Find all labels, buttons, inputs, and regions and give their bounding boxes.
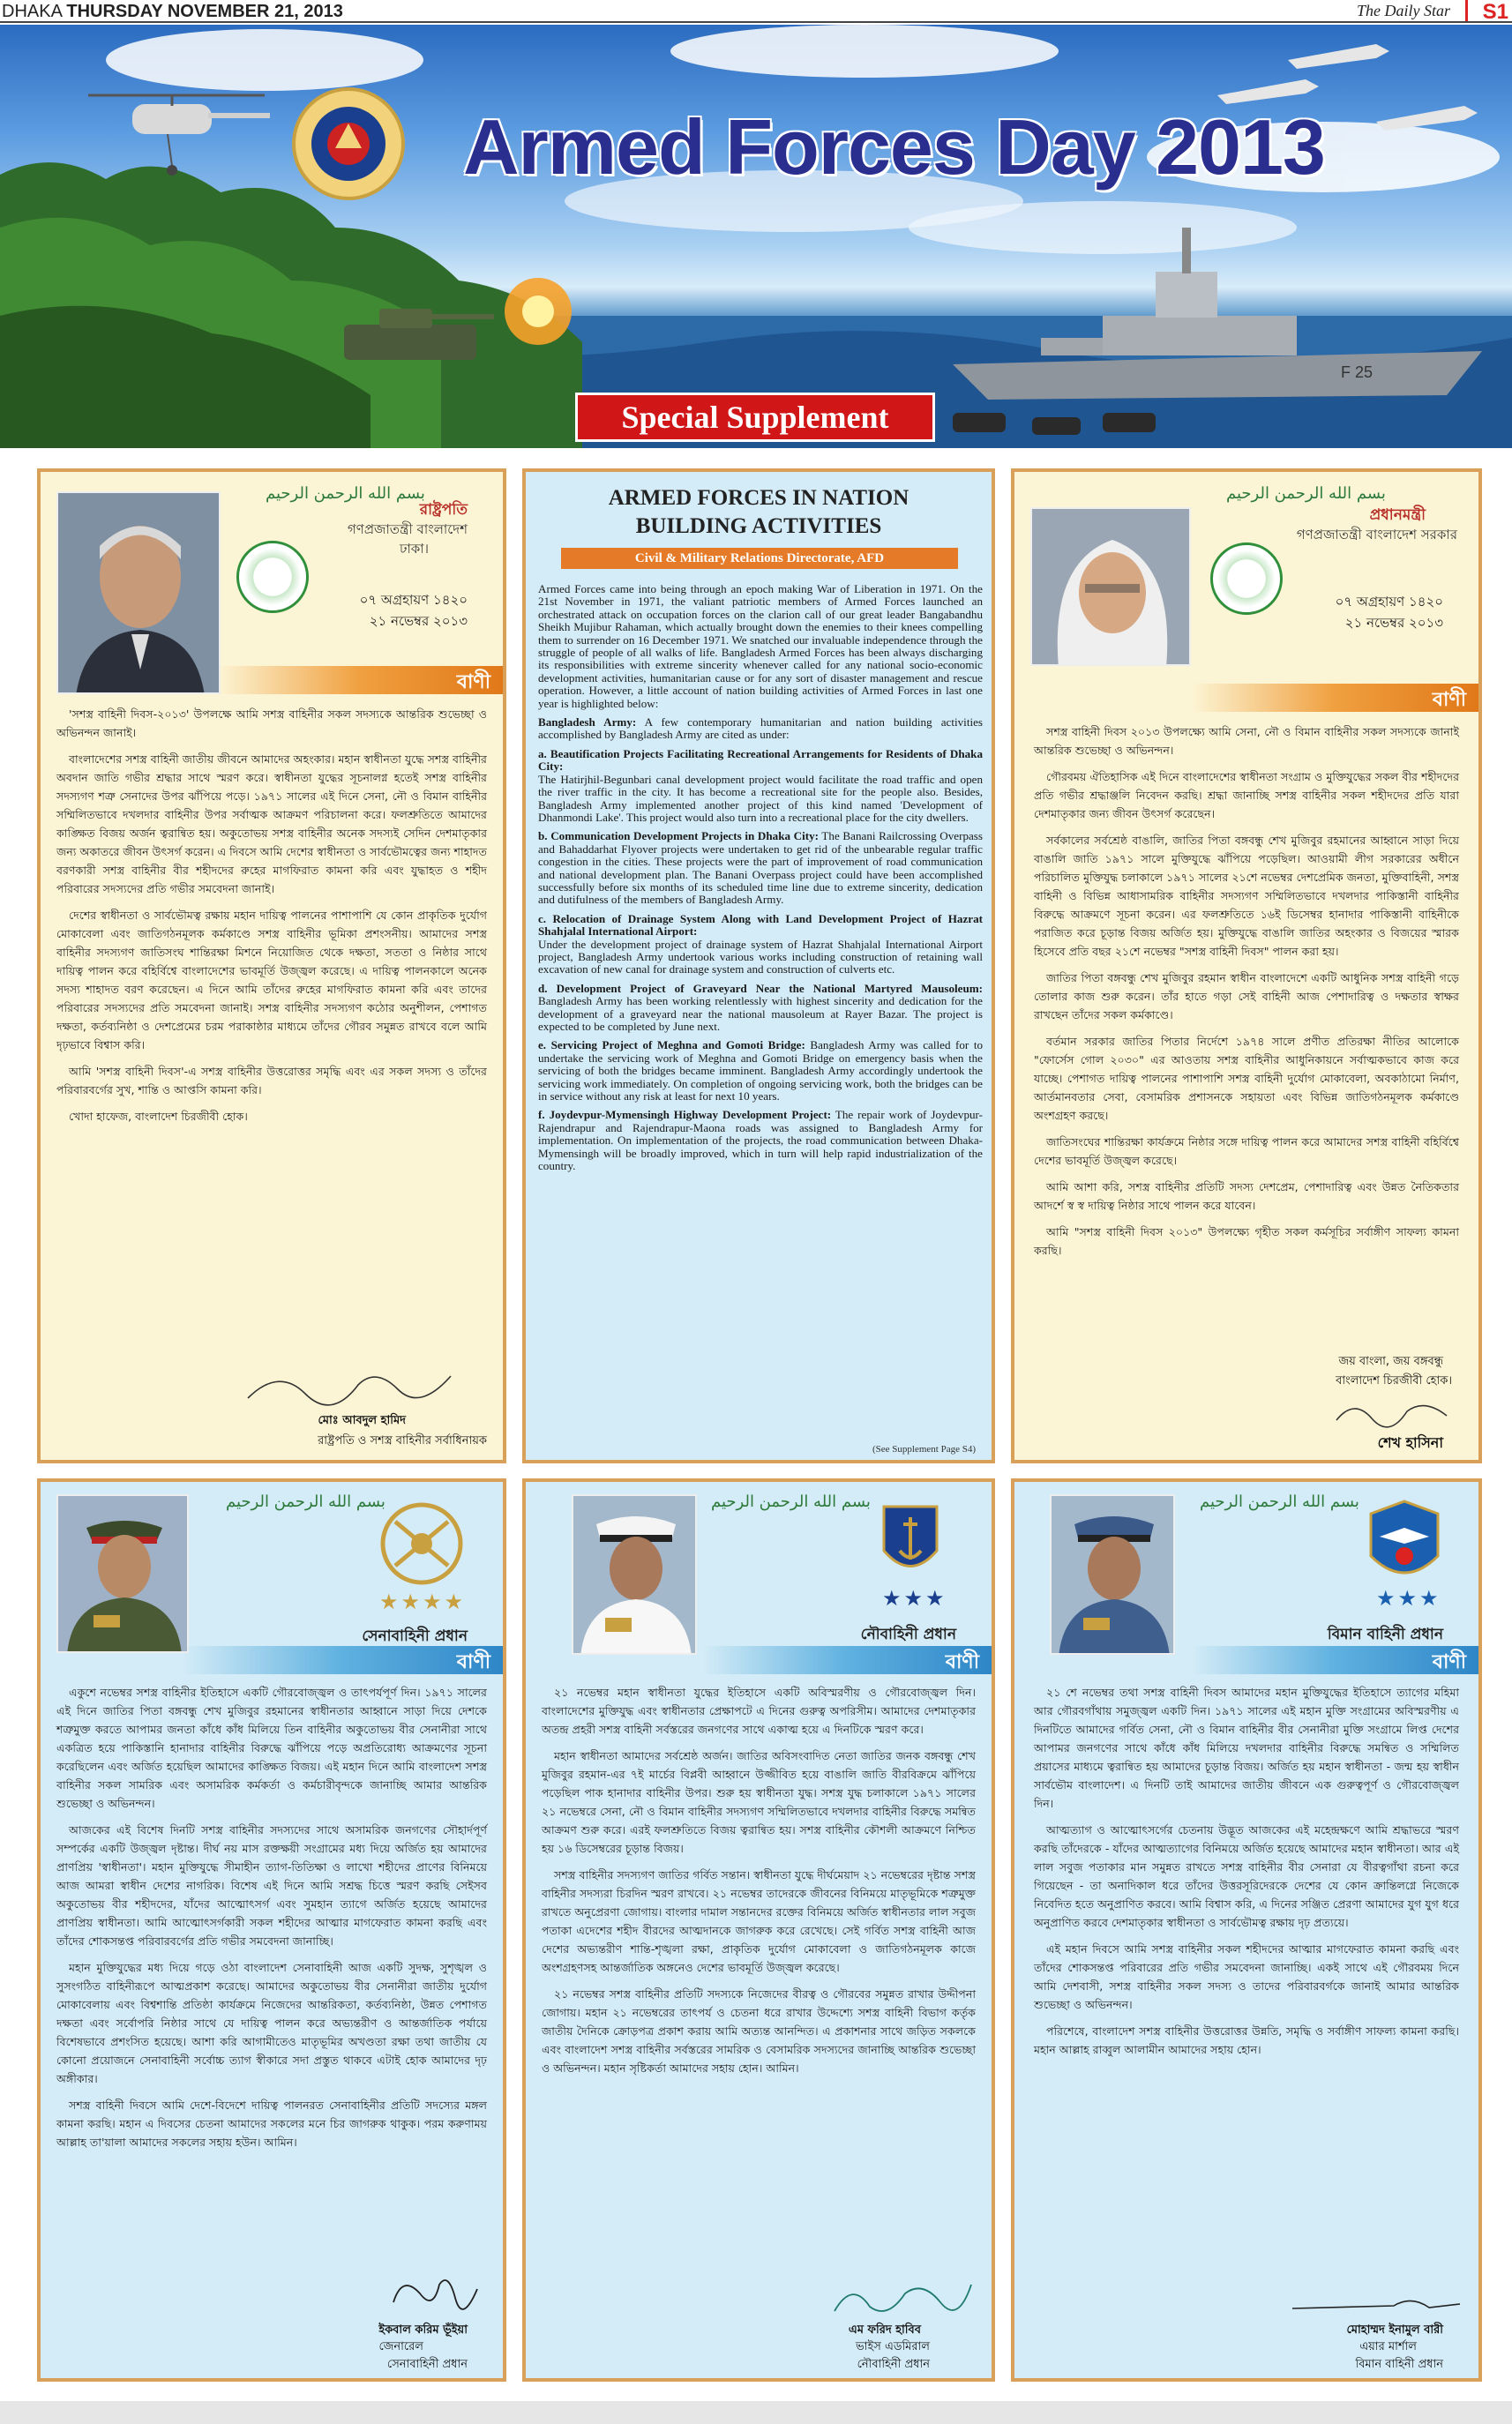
article-section-army [538,716,983,742]
message-paragraph: আজকের এই বিশেষ দিনটি সশস্ত্র বাহিনীর সদস্যদের সাথে অসামরিক জনগণের সৌহার্দপূর্ণ সম্পর্কের একটি উজ্জ্বল দৃষ্টান্ত। দীর্ঘ নয় মাস রক্তক্ষয়ী সংগ্রামের মধ্য দিয়ে অর্জিত হয় আমাদের প্রাণপ্রিয় 'স্বাধীনতা'। মহান মুক্তিযুদ্ধে সীমাহীন ত্যাগ-তিতিক্ষা ও লাখো শহীদের প্রাণের বিনিময়ে আজ আমরা স্বাধীন দেশের নাগরিক। বিশেষ এই দিনে আমি সশ্রদ্ধ চিত্তে স্মরণ করছি সেইসব অকুতোভয় বীর শহীদদের, যাঁদের আত্মোৎসর্গ এবং সুমহান ত্যাগে অর্জিত হয়েছে আমাদের প্রাণপ্রিয় স্বাধীনতা। আমি আত্মোৎসর্গকারী সকল শহীদের আত্মার মাগফেরাত কামনা করছি এবং তাঁদের শোকসন্তপ্ত পরিবারবর্গের প্রতি গভীর সমবেদনা জানাচ্ছি। [56,1823,487,1948]
air-force-emblem [1360,1494,1448,1591]
air-chief-sign-name: মোহাম্মদ ইনামুল বারী [1346,2323,1443,2337]
basmala: بسم الله الرحمن الرحيم [1200,1493,1359,1511]
article-section-f [538,1109,983,1172]
message-paragraph: মহান মুক্তিযুদ্ধের মধ্য দিয়ে গড়ে ওঠা বাংলাদেশ সেনাবাহিনী আজ একটি সুদক্ষ, সুশৃঙ্খল ও সুসংগঠিত বাহিনীরূপে আত্মপ্রকাশ করেছে। আমাদের অকুতোভয় বীর সেনানীরা জাতীয় দুর্যোগ মোকাবেলায় এবং বিশ্বশান্তি প্রতিষ্ঠা কার্যক্রমে নিজেদের আন্তরিকতা, কর্তব্যনিষ্ঠা, উন্নত পেশাগত দক্ষতা এবং সর্বোপরি নিষ্ঠার সাথে যে দায়িত্ব পালন করে অভ্যন্তরীণ ও আন্তর্জাতিক পর্যায়ে বিশেষভাবে প্রশংসিত হয়েছে। আশা করি আগামীতেও মাতৃভূমির অখণ্ডতা রক্ষা তথা জাতীয় যে কোনো প্রয়োজনে সেনাবাহিনী সর্বোচ্চ ত্যাগ স্বীকারে সদা প্রস্তুত থাকবে এটাই হোক আমাদের দৃঢ় অঙ্গীকার। [56,1961,487,2085]
pm-closing-1: জয় বাংলা, জয় বঙ্গবন্ধু [1338,1355,1443,1368]
see-more-note: (See Supplement Page S4) [872,1444,976,1455]
section-heading: c. Relocation of Drainage System Along with Land Development Project of Hazrat Shahjalal International Airport: [538,911,983,939]
masthead-dateline [2,2,343,22]
section-text: Bangladesh Army has been working relentlessly with highest sincerity and dedication for the development of a graveyard near the national mausoleum at Rayer Bazar. The project is expected to be completed by June next. [538,994,983,1033]
air-chief-signature [1288,2286,1464,2322]
navy-chief-photo [572,1494,697,1655]
masthead-divider [1465,0,1468,21]
armed-forces-emblem [294,89,403,198]
bangladesh-govt-seal [1210,542,1283,615]
message-paragraph: বর্তমান সরকার জাতির পিতার নির্দেশে ১৯৭৪ সালে প্রণীত প্রতিরক্ষা নীতির আলোকে "ফোর্সেস গোল ২০৩০" এর আওতায় সশস্ত্র বাহিনীর আধুনিকায়নে সর্বাত্মকভাবে কাজ করে যাচ্ছে। পেশাগত দায়িত্ব পালনের পাশাপাশি সশস্ত্র বাহিনী দুর্যোগ মোকাবেলা, অবকাঠামো নির্মাণ, আর্তমানবতার সেবা, বেসামরিক প্রশাসনকে সহায়তা এবং বিভিন্ন জাতিগঠনমূলক কর্মকাণ্ডে অংশগ্রহণ করছে। [1034,1035,1459,1122]
message-paragraph: দেশের স্বাধীনতা ও সার্বভৌমত্ব রক্ষায় মহান দায়িত্ব পালনের পাশাপাশি যে কোন প্রাকৃতিক দুর্যোগ মোকাবেলা এবং জাতিগঠনমূলক কর্মকাণ্ডে সশস্ত্র বাহিনীর ভূমিকা প্রশংসনীয়। আমাদের সশস্ত্র বাহিনীর সদস্যগণ জাতিসংঘ শান্তিরক্ষা মিশনে নিয়োজিত থেকে দক্ষতা, সততা ও নিষ্ঠার সাথে দায়িত্ব পালন করে বহির্বিশ্বে বাংলাদেশের ভাবমূর্তি উজ্জ্বল করেছে। এ দায়িত্ব পালনকালে অনেক সদস্য শাহাদত বরণ করেছেন। এ দিনে আমি তাঁদের রুহের মাগফিরাত কামনা করি এবং তাদের পরিবারের সদস্যদের প্রতি সমবেদনা জানাই। সশস্ত্র বাহিনীর সদস্যগণ কঠোর অনুশীলন, পেশাগত দক্ষতা, কর্তব্যনিষ্ঠা ও দেশপ্রেমের চরম পরাকাষ্ঠার মাধ্যমে তাঁদের গৌরব সমুন্নত রাখবে বলে আমি দৃঢ়ভাবে বিশ্বাস করি। [56,909,487,1051]
nation-building-article-panel [522,468,995,1463]
navy-emblem [875,1498,946,1586]
president-signature [243,1358,455,1411]
message-paragraph: একুশে নভেম্বর সশস্ত্র বাহিনীর ইতিহাসে একটি গৌরবোজ্জ্বল ও তাৎপর্যপূর্ণ দিন। ১৯৭১ সালের এই দিনে জাতির পিতা বঙ্গবন্ধু শেখ মুজিবুর রহমানের স্বাধীনতার আহ্বানে সাড়া দিয়ে দেশকে শত্রুমুক্ত করতে আপামর জনতা কাঁধে কাঁধ মিলিয়ে তিন বাহিনীর অকুতোভয় বীর সেনানীরা সাথে একত্রিত হয়ে পাকিস্তানি হানাদার বাহিনীর বিরুদ্ধে ঝাঁপিয়ে পড়ে অপ্রতিরোধ্য আক্রমণের সূচনা করেছিলেন এবং অর্জিত হয়েছিল আমাদের কাঙ্ক্ষিত বিজয়। এই মহান দিনে আমি বাংলাদেশ সশস্ত্র বাহিনীর সকল সামরিক এবং অসামরিক কর্মকর্তা ও কর্মচারীবৃন্দকে জানাচ্ছি আমার আন্তরিক শুভেচ্ছা ও অভিনন্দন। [56,1686,487,1810]
basmala: بسم الله الرحمن الرحيم [226,1493,385,1511]
navy-chief-sign-rank: ভাইস এডমিরাল [856,2340,930,2353]
message-paragraph: খোদা হাফেজ, বাংলাদেশ চিরজীবী হোক। [69,1110,248,1123]
president-message-body [56,705,487,1133]
message-paragraph: ২১ নভেম্বর মহান স্বাধীনতা যুদ্ধের ইতিহাসে একটি অবিস্মরণীয় ও গৌরবোজ্জ্বল দিন। বাংলাদেশের মুক্তিযুদ্ধ এবং স্বাধীনতার প্রেক্ষাপটে এ দিনের গুরুত্ব অপরিসীম। আমাদের দেশমাতৃকার অতন্দ্র প্রহরী সশস্ত্র বাহিনী সর্বস্তরের জনগণের সাথে একাত্ম হয়ে এ দিনটিকে স্মরণ করে। [542,1686,976,1736]
pm-sign-name: শেখ হাসিনা [1377,1434,1443,1451]
masthead-date: THURSDAY NOVEMBER 21, 2013 [66,2,343,21]
president-date-bangla: ০৭ অগ্রহায়ণ ১৪২০ [359,592,468,608]
pm-date-bangla: ০৭ অগ্রহায়ণ ১৪২০ [1335,594,1443,610]
navy-rank-stars: ★★★ [882,1586,947,1611]
navy-chief-message-body [542,1683,976,2085]
president-office-gov: গণপ্রজাতন্ত্রী বাংলাদেশ [347,521,468,537]
president-sign-title: রাষ্ট্রপতি ও সশস্ত্র বাহিনীর সর্বাধিনায়ক [318,1434,487,1448]
special-supplement-tag: Special Supplement [575,393,935,442]
army-chief-sign-title: সেনাবাহিনী প্রধান [386,2358,468,2371]
message-paragraph: সর্বকালের সর্বশ্রেষ্ঠ বাঙালি, জাতির পিতা বঙ্গবন্ধু শেখ মুজিবুর রহমানের আহ্বানে সাড়া দিয়ে বাঙালি জাতি ১৯৭১ সালে মুক্তিযুদ্ধে ঝাঁপিয়ে পড়েছিল। আওয়ামী লীগ সরকারের অধীনে পরিচালিত মুক্তিযুদ্ধ চলাকালে ১৯৭১ সালের ২১শে নভেম্বর দেশপ্রেমিক জনতা, মুক্তিবাহিনী, সশস্ত্র বাহিনী ও বিভিন্ন আধাসামরিক বাহিনীর সদস্যগণ সম্মিলিতভাবে দখলদার পাকিস্তানী বাহিনীর বিরুদ্ধে আক্রমণে সূচনা করেন। এর ফলশ্রুতিতে ১৬ই ডিসেম্বর হানাদার পাকিস্তানী বাহিনীকে পরাজিত করে চূড়ান্ত বিজয় অর্জিত হয়। মুক্তিযুদ্ধে বাঙালি জাতির অহংকার ও বিজয়ের স্মারক হিসেবে প্রতি বছর ২১শে নভেম্বর "সশস্ত্র বাহিনী দিবস" পালন করা হয়। [1034,834,1459,958]
masthead [0,0,1512,23]
army-chief-photo [56,1494,189,1653]
message-paragraph: সশস্ত্র বাহিনী দিবসে আমি দেশে-বিদেশে দায়িত্ব পালনরত সেনাবাহিনীর প্রতিটি সদস্যের মঙ্গল কামনা করছি। মহান এ দিবসের চেতনা আমাদের সকলের মনে চির জাগরুক থাকুক। পরম করুণাময় আল্লাহ তা'য়ালা আমাদের সকলের সহায় হউন। আমিন। [56,2099,487,2149]
message-paragraph: আমি "সশস্ত্র বাহিনী দিবস ২০১৩" উপলক্ষ্যে গৃহীত সকল কর্মসূচির সর্বাঙ্গীণ সাফল্য কামনা করছি। [1034,1225,1459,1257]
section-text: A few contemporary humanitarian and nation building activities accomplished by Bangladesh Army are cited as under: [538,715,983,742]
message-paragraph: সশস্ত্র বাহিনীর সদস্যগণ জাতির গর্বিত সন্তান। স্বাধীনতা যুদ্ধে দীর্ঘমেয়াদ ২১ নভেম্বরের দৃষ্টান্ত সশস্ত্র বাহিনীর সদস্যরা চিরদিন স্মরণ রাখবে। ২১ নভেম্বর তাদেরকে জীবনের বিনিময়ে মাতৃভূমিকে শত্রুমুক্ত রাখতে অনুপ্রেরণা জোগায়। বাংলার দামাল সন্তানদের রক্তের বিনিময়ে অর্জিত স্বাধীনতার লাল সবুজ পতাকা এদেশের শহীদ বীরদের আত্মদানকে জাগরুক করে রেখেছে। সেই গর্বিত সশস্ত্র বাহিনী আজ দেশের অভ্যন্তরীণ শান্তি-শৃঙ্খলা রক্ষা, প্রাকৃতিক দুর্যোগ মোকাবেলা ও জাতিগঠনমূলক কাজে অংশগ্রহণসহ আন্তর্জাতিক অঙ্গনেও দেশের ভাবমূর্তি উজ্জ্বল করেছে। [542,1868,976,1974]
article-title-line1: ARMED FORCES IN NATION [608,486,909,510]
pm-office-gov: গণপ্রজাতন্ত্রী বাংলাদেশ সরকার [1296,527,1457,542]
helicopter [88,95,270,176]
air-chief-sign-title: বিমান বাহিনী প্রধান [1355,2358,1443,2371]
section-text: The Hatirjhil-Begunbari canal development project would facilitate the road traffic and open the river traffic in the city. It has become a recreational site for the people also. Besides, Bangladesh Army implemented another project of this kind named 'Development of Dhanmondi Lake'. This project would also turn into a recreational place for the city dwellers. [538,772,983,824]
army-emblem [369,1500,475,1588]
pm-message-body [1034,722,1459,1268]
section-heading: d. Development Project of Graveyard Near the National Martyred Mausoleum: [538,981,983,995]
section-heading: b. Communication Development Projects in Dhaka City: [538,829,820,843]
page-number: S1 [1482,0,1508,24]
article-title-line2: BUILDING ACTIVITIES [635,514,882,538]
masthead-city: DHAKA [2,2,62,21]
message-paragraph: জাতির পিতা বঙ্গবন্ধু শেখ মুজিবুর রহমান স্বাধীন বাংলাদেশে একটি আধুনিক সশস্ত্র বাহিনী গড়ে তোলার কাজ শুরু করেন। তাঁর হাতে গড়া সেই বাহিনী আজ পেশাদারিত্ব ও দক্ষতার স্বাক্ষর রাখছেন তাঁদের সকল কর্মকাণ্ডে। [1034,971,1459,1021]
section-text: Bangladesh Army was called for to undertake the servicing work of Meghna and Gomoti Bridge on emergency basis when the servicing of both the bridges became imminent. Bangladesh Army accordingly undertook the servicing work immediately. On completion of ongoing servicing work, both the bridges can be in service without any risk at least for next 10 years. [538,1038,984,1104]
section-heading: e. Servicing Project of Meghna and Gomoti Bridge: [538,1038,805,1052]
army-rank-stars: ★★★★ [379,1590,467,1614]
president-date-english: ২১ নভেম্বর ২০১৩ [369,613,468,629]
banner-artwork [0,25,1512,448]
air-chief-sign-rank: এয়ার মার্শাল [1359,2340,1417,2353]
article-intro: Armed Forces came into being through an epoch making War of Liberation in 1971. On the 21st November in 1971, the valiant patriotic members of Armed Forces launched an orchestrated attack on occupation forces on the clarion call of our great leader Bangabandhu Sheikh Mujibur Rahaman, which actually brought down the enemies to their knees compelling them to surrender on 16 December 1971. We snatched our invaluable independence through the struggle of people of all walks of life. Bangladesh Armed Forces has been always discharging its responsibilities with extreme sincerity whenever called for any national socio-economic development activities, humanitarian cause or for any sort of disaster management and rescue operation. However, a little account of nation building activities of Armed Forces in last one year is highlighted below: [538,582,983,710]
bani-label: বাণী [1432,1651,1466,1673]
basmala: بسم الله الرحمن الرحيم [266,484,425,503]
article-section-e [538,1039,983,1103]
newspaper-name: The Daily Star [1357,2,1450,19]
bani-label-bar [1191,1646,1478,1674]
president-office-title: রাষ্ট্রপতি [419,501,468,519]
bani-label: বাণী [945,1651,979,1673]
section-heading: a. Beautification Projects Facilitating Recreational Arrangements for Residents of Dhaka City: [538,746,983,774]
bani-label-bar [217,666,503,694]
message-paragraph: সশস্ত্র বাহিনী দিবস ২০১৩ উপলক্ষ্যে আমি সেনা, নৌ ও বিমান বাহিনীর সকল সদস্যকে জানাই আন্তরিক শুভেচ্ছা ও অভিনন্দন। [1034,725,1459,757]
section-text: Under the development project of drainage system of Hazrat Shahjalal International Airport project, Bangladesh Army undertook various works including construction of retaining wall excavation of new canal for drainage system and construction of culverts etc. [538,937,983,976]
section-text: The repair work of Joydevpur-Rajendrapur and Rajendrapur-Maona roads was assigned to Bangladesh Army for implementation. On implementation of the projects, the road communication between Dhaka-Mymensingh will be broadly improved, which in turn will help rapid industrialization of the country. [538,1108,983,1173]
article-section-a [538,748,983,824]
section-heading: Bangladesh Army: [538,715,637,729]
message-paragraph: গৌরবময় ঐতিহাসিক এই দিনে বাংলাদেশের স্বাধীনতা সংগ্রাম ও মুক্তিযুদ্ধের সকল বীর শহীদদের প্রতি গভীর শ্রদ্ধাঞ্জলি নিবেদন করছি। শ্রদ্ধা জানাচ্ছি সশস্ত্র বাহিনীর সকল শহীদদের প্রতি যারা দেশমাতৃকার জন্য জীবন উৎসর্গ করেছেন। [1034,770,1459,820]
pm-signature [1332,1394,1456,1429]
message-paragraph: জাতিসংঘের শান্তিরক্ষা কার্যক্রমে নিষ্ঠার সঙ্গে দায়িত্ব পালন করে আমাদের সশস্ত্র বাহিনী বহির্বিশ্বে দেশের ভাবমূর্তি উজ্জ্বল করেছে। [1034,1135,1459,1167]
army-chief-signature [385,2267,482,2316]
ship-marking: F 25 [1341,363,1374,381]
banner [0,25,1512,448]
bani-label-bar [1191,684,1478,712]
tank [344,325,476,360]
banner-title: Armed Forces Day 2013 [463,103,1325,191]
president-sign-name: মোঃ আবদুল হামিদ [318,1414,406,1427]
message-paragraph: ২১ নভেম্বর সশস্ত্র বাহিনীর প্রতিটি সদস্যকে নিজেদের বীরত্ব ও গৌরবের সমুন্নত রাখার উদ্দীপনা জোগায়। মহান ২১ নভেম্বরের তাৎপর্য ও চেতনা ধরে রাখার উদ্দেশ্যে সশস্ত্র বাহিনী বিভাগ কর্তৃক জাতীয় দৈনিকে ক্রোড়পত্র প্রকাশ করায় আমি অত্যন্ত আনন্দিত। এ প্রকাশনার সাথে জড়িত সকলকে এবং বাংলাদেশ সশস্ত্র বাহিনীর সর্বস্তরের সামরিক ও বেসামরিক সদস্যদের জানাচ্ছি আন্তরিক শুভেচ্ছা ও অভিনন্দন। মহান সৃষ্টিকর্তা আমাদের সহায় হোন। আমিন। [542,1987,976,2075]
army-chief-sign-rank: জেনারেল [378,2340,423,2353]
message-paragraph: 'সশস্ত্র বাহিনী দিবস-২০১৩' উপলক্ষে আমি সশস্ত্র বাহিনীর সকল সদস্যকে আন্তরিক শুভেচ্ছা ও অভিনন্দন জানাই। [56,707,487,739]
president-office-place: ঢাকা। [399,541,429,557]
message-paragraph: মহান স্বাধীনতা আমাদের সর্বশ্রেষ্ঠ অর্জন। জাতির অবিসংবাদিত নেতা জাতির জনক বঙ্গবন্ধু শেখ মুজিবুর রহমান-এর ৭ই মার্চের বিপ্লবী আহ্বানে উজ্জীবিত হয়ে বাঙালি জাতি বীরবিক্রমে ঝাঁপিয়ে পড়েছিল পাক হানাদার বাহিনীর উপর। শুরু হয় স্বাধীনতা যুদ্ধ। সশস্ত্র যুদ্ধ চলাকালে ১৯৭১ সালের ২১ নভেম্বরে সেনা, নৌ ও বিমান বাহিনীর সদস্যগণ সম্মিলিতভাবে দখলদার বাহিনীর বিরুদ্ধে সমন্বিত আক্রমণ শুরু করে। এরই ফলশ্রুতিতে বিজয় ত্বরান্বিত হয়। সশস্ত্র বাহিনীর কৌশলী আক্রমণে নিশ্চিত হয় ১৬ ডিসেম্বরের চূড়ান্ত বিজয়। [542,1749,976,1855]
article-section-c [538,913,983,976]
message-paragraph: এই মহান দিবসে আমি সশস্ত্র বাহিনীর সকল শহীদদের আত্মার মাগফেরাত কামনা করছি এবং তাঁদের শোকসন্তপ্ত পরিবারের প্রতি গভীর সমবেদনা জানাচ্ছি। একই সাথে এই গৌরবময় দিনে আমি দেশবাসী, সশস্ত্র বাহিনীর সকল সদস্য ও তাদের পরিবারবর্গকে জানাই আমার আন্তরিক শুভেচ্ছা ও অভিনন্দন। [1034,1942,1459,2011]
page-footer-bar [0,2401,1512,2424]
article-section-b [538,830,983,906]
pm-message-panel [1011,468,1482,1463]
army-chief-message-body [56,1683,487,2159]
navy-chief-sign-name: এম ফরিদ হাবিব [848,2323,921,2337]
navy-chief-sign-title: নৌবাহিনী প্রধান [857,2358,930,2371]
article-section-d [538,983,983,1034]
bani-label-bar [702,1646,992,1674]
bani-label: বাণী [456,671,490,693]
navy-chief-signature [826,2276,976,2325]
article-byline: Civil & Military Relations Directorate, AFD [561,548,958,569]
army-chief-message-panel [37,1478,506,2382]
air-rank-stars: ★★★ [1376,1586,1441,1611]
navy-chief-office-title: নৌবাহিনী প্রধান [860,1626,956,1643]
message-paragraph: বাংলাদেশের সশস্ত্র বাহিনী জাতীয় জীবনে আমাদের অহংকার। মহান স্বাধীনতা যুদ্ধে সশস্ত্র বাহিনীর অবদান জাতি গভীর শ্রদ্ধার সাথে স্মরণ করে। স্বাধীনতা যুদ্ধের সূচনালগ্ন হতেই সশস্ত্র বাহিনীর সদস্যগণ শত্রু সেনাদের উপর ঝাঁপিয়ে পড়ে। ১৯৭১ সালের এই দিনে সেনা, নৌ ও বিমান বাহিনীর সম্মিলিতভাবে দখলদার বাহিনীর উপর সর্বাত্মক আক্রমণ পরিচালনা করে। ফলশ্রুতিতে আমাদের কাঙ্ক্ষিত বিজয় অর্জন ত্বরান্বিত হয়। অকুতোভয় সশস্ত্র বাহিনীর অনেক সদস্যই সেদিন দেশমাতৃকার জন্য অকাতরে জীবন উৎসর্গ করেন। এ দিবসে আমি দেশের স্বাধীনতা ও সার্বভৌমত্বের জন্য শাহাদত বরণকারী সশস্ত্র বাহিনীর বীর শহীদদের রুহের মাগফিরাত কামনা করি এবং যুদ্ধাহত ও শহীদ পরিবারের সদস্যদের প্রতি গভীর সমবেদনা জানাই। [56,752,487,895]
air-chief-message-panel [1011,1478,1482,2382]
president-message-panel [37,468,506,1463]
warship [953,228,1482,400]
pm-office-title: প্রধানমন্ত্রী [1369,506,1426,524]
army-chief-sign-name: ইকবাল করিম ভূঁইয়া [378,2323,468,2337]
bani-label: বাণী [1432,689,1466,711]
pm-date-english: ২১ নভেম্বর ২০১৩ [1344,615,1443,631]
air-chief-message-body [1034,1683,1459,2067]
bani-label-bar [182,1646,503,1674]
air-chief-photo [1050,1494,1175,1655]
article-body [538,583,983,1178]
basmala: بسم الله الرحمن الرحيم [711,1493,871,1511]
air-chief-office-title: বিমান বাহিনী প্রধান [1327,1626,1443,1643]
message-paragraph: পরিশেষে, বাংলাদেশ সশস্ত্র বাহিনীর উত্তরোত্তর উন্নতি, সমৃদ্ধি ও সর্বাঙ্গীণ সাফল্য কামনা করছি। মহান আল্লাহ রাব্বুল আলামীন আমাদের সহায় হোন। [1034,2024,1459,2056]
message-paragraph: আমি আশা করি, সশস্ত্র বাহিনীর প্রতিটি সদস্য দেশপ্রেম, পেশাদারিত্ব এবং উন্নত নৈতিকতার আদর্শে স্ব স্ব দায়িত্ব নিষ্ঠার সাথে পালন করে যাবেন। [1034,1180,1459,1212]
basmala: بسم الله الرحمن الرحيم [1226,484,1386,503]
army-chief-office-title: সেনাবাহিনী প্রধান [362,1627,468,1645]
message-paragraph: আত্মত্যাগ ও আত্মোৎসর্গের চেতনায় উদ্ভূত আজকের এই মহেন্দ্রক্ষণে আমি শ্রদ্ধাভরে স্মরণ করছি তাঁদেরকে - যাঁদের আত্মত্যাগের বিনিময়ে অর্জিত হয়েছে আমাদের মহান স্বাধীনতা। আর এই লাল সবুজ পতাকার মান সমুন্নত রাখতে সশস্ত্র বাহিনীর বীর সেনারা যে বীরত্বগাঁথা রচনা করে গিয়েছেন - তা অনাদিকাল ধরে তাঁদের উত্তরসূরিদেরকে দেশের যে কোন ক্রান্তিলগ্নে নিজেকে নিবেদিত হতে অনুপ্রাণিত করবে। আমি বিশ্বাস করি, এ দিনের সঞ্জিত প্রেরণা আমাদের যুগ যুগ ধরে অনুপ্রাণিত করবে দেশমাতৃকার স্বাধীনতা ও সার্বভৌমত্ব রক্ষায় দৃঢ় প্রত্যয়ে। [1034,1823,1459,1929]
navy-chief-message-panel [522,1478,995,2382]
section-heading: f. Joydevpur-Mymensingh Highway Development Project: [538,1108,832,1122]
bani-label: বাণী [456,1651,490,1673]
pm-closing-2: বাংলাদেশ চিরজীবী হোক। [1336,1374,1452,1388]
message-paragraph: ২১ শে নভেম্বর তথা সশস্ত্র বাহিনী দিবস আমাদের মহান মুক্তিযুদ্ধের ইতিহাসে ত্যাগের মহিমা আর গৌরবগাঁথায় সমুজ্জ্বল একটি দিন। ১৯৭১ সালের এই মহান মুক্তি সংগ্রামের অবিস্মরণীয় এ দিনটিতে আমাদের গর্বিত সেনা, নৌ ও বিমান বাহিনীর বীর সেনানীরা মুক্তি সংগ্রামে লিপ্ত দেশের আপামর জনগণের সাথে কাঁধে কাঁধ মিলিয়ে দখলদার বাহিনীর বিরুদ্ধে সমন্বিত ও সম্মিলিত প্রয়াসের মাধ্যমে ত্বরান্বিত হয় আমাদের চূড়ান্ত বিজয়। অর্জিত হয় মহান স্বাধীনতা - জন্ম হয় স্বাধীন সার্বভৌম বাংলাদেশ। এ দিনটি তাই আমাদের জাতীয় জীবনে এক গুরুত্বপূর্ণ ও গৌরবোজ্জ্বল দিন। [1034,1686,1459,1810]
section-text: The Banani Railcrossing Overpass and Bahaddarhat Flyover projects were undertaken to get rid of the unbearable regular traffic congestion in the cities. These projects were the part of improvement of road communication and national development plan. The Banani Overpass project could have been accomplished successfully before six months of its scheduled time line due to extreme sincerity, dedication and dutifulness of the members of Bangladesh Army. [538,829,983,907]
message-paragraph: আমি 'সশস্ত্র বাহিনী দিবস'-এ সশস্ত্র বাহিনীর উত্তরোত্তর সমৃদ্ধি এবং এর সকল সদস্য ও তাঁদের পরিবারবর্গের সুখ, শান্তি ও আপ্তসি কামনা করি। [56,1065,487,1096]
